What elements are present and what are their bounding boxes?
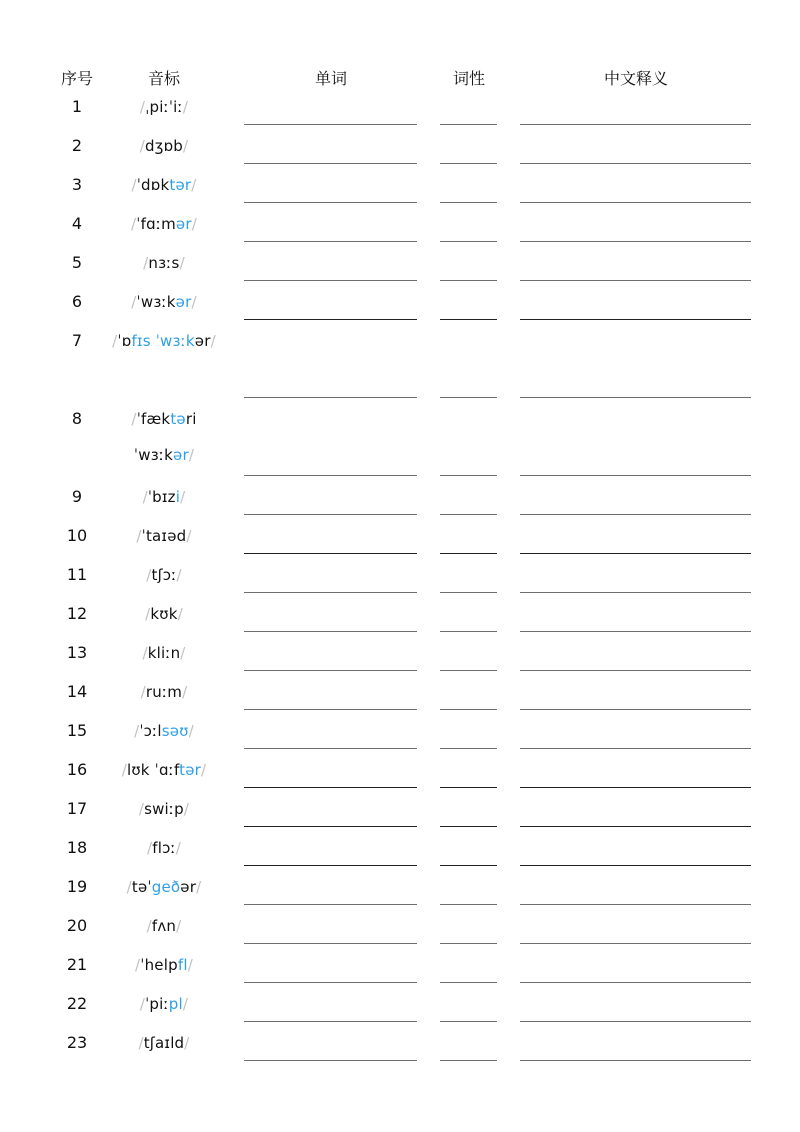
- col-header-word: 单词: [314, 69, 348, 88]
- meaning-blank-line[interactable]: [520, 280, 751, 281]
- ipa-slash-open: /: [139, 137, 145, 155]
- ipa-weak-syllable: pl: [168, 995, 183, 1013]
- ipa-transcription: [108, 479, 220, 515]
- ipa-segment: kʊk: [150, 605, 178, 623]
- row-number: 20: [66, 916, 88, 935]
- word-blank-line[interactable]: [244, 241, 417, 242]
- ipa-segment: ˈɒ: [117, 332, 132, 350]
- table-row: [0, 167, 800, 206]
- ipa-slash-open: /: [146, 566, 152, 584]
- row-number: 22: [66, 994, 88, 1013]
- ipa-transcription: [108, 986, 220, 1022]
- word-blank-line[interactable]: [244, 904, 417, 905]
- ipa-slash-open: /: [142, 644, 148, 662]
- ipa-weak-syllable: tə: [170, 410, 186, 428]
- table-row: [0, 674, 800, 713]
- pos-blank-line[interactable]: [440, 163, 497, 164]
- row-number: 3: [71, 175, 83, 194]
- meaning-blank-line[interactable]: [520, 748, 751, 749]
- word-blank-line[interactable]: [244, 280, 417, 281]
- ipa-slash-close: /: [191, 215, 197, 233]
- ipa-slash-open: /: [143, 254, 149, 272]
- ipa-slash-close: /: [184, 1034, 190, 1052]
- ipa-transcription: [108, 869, 220, 905]
- ipa-transcription: [108, 947, 220, 983]
- row-number: 15: [66, 721, 88, 740]
- ipa-segment: ruːm: [145, 683, 183, 701]
- ipa-slash-close: /: [175, 839, 182, 857]
- ipa-transcription: [108, 557, 220, 593]
- row-number: 17: [66, 799, 88, 818]
- ipa-transcription: [108, 635, 220, 671]
- pos-blank-line[interactable]: [440, 475, 497, 476]
- word-blank-line[interactable]: [244, 982, 417, 983]
- word-blank-line[interactable]: [244, 163, 417, 164]
- ipa-segment: ˈtaɪəd: [141, 527, 187, 545]
- ipa-segment: ər: [180, 878, 197, 896]
- table-row: [0, 518, 800, 557]
- ipa-slash-close: /: [187, 956, 193, 974]
- ipa-slash-close: /: [180, 644, 186, 662]
- table-row: [0, 128, 800, 167]
- ipa-weak-syllable: ər: [175, 215, 192, 233]
- ipa-segment: təˈ: [131, 878, 152, 896]
- word-blank-line[interactable]: [244, 1060, 417, 1061]
- col-header-pos: 词性: [452, 69, 486, 88]
- pos-blank-line[interactable]: [440, 748, 497, 749]
- ipa-slash-close: /: [196, 878, 202, 896]
- ipa-segment: ˈpiː: [145, 995, 169, 1013]
- table-row: [0, 557, 800, 596]
- pos-blank-line[interactable]: [440, 826, 497, 827]
- meaning-blank-line[interactable]: [520, 865, 751, 866]
- word-blank-line[interactable]: [244, 826, 417, 827]
- ipa-weak-syllable: geð: [151, 878, 181, 896]
- ipa-segment: ˈfæk: [136, 410, 171, 428]
- ipa-slash-close: /: [182, 98, 189, 116]
- ipa-segment: ˌpiːˈiː: [145, 98, 183, 116]
- ipa-transcription: [108, 128, 220, 164]
- ipa-slash-close: /: [176, 566, 182, 584]
- ipa-weak-syllable: ər: [175, 293, 192, 311]
- word-blank-line[interactable]: [244, 592, 417, 593]
- pos-blank-line[interactable]: [440, 319, 497, 320]
- word-blank-line[interactable]: [244, 202, 417, 203]
- ipa-weak-syllable: səʊ: [161, 722, 189, 740]
- ipa-slash-close: /: [188, 722, 194, 740]
- ipa-segment: ər: [194, 332, 211, 350]
- ipa-transcription: [108, 89, 220, 125]
- ipa-slash-close: /: [179, 254, 185, 272]
- meaning-blank-line[interactable]: [520, 202, 751, 203]
- word-blank-line[interactable]: [244, 397, 417, 398]
- row-number: 9: [71, 487, 83, 506]
- pos-blank-line[interactable]: [440, 1060, 497, 1061]
- ipa-slash-open: /: [121, 761, 127, 779]
- ipa-slash-close: /: [180, 488, 186, 506]
- meaning-blank-line[interactable]: [520, 397, 751, 398]
- ipa-slash-open: /: [138, 800, 145, 818]
- ipa-slash-open: /: [134, 722, 140, 740]
- word-blank-line[interactable]: [244, 124, 417, 125]
- col-header-no: 序号: [60, 69, 94, 88]
- meaning-blank-line[interactable]: [520, 553, 751, 554]
- row-number: 14: [66, 682, 88, 701]
- ipa-weak-syllable: i: [175, 488, 181, 506]
- ipa-slash-open: /: [131, 215, 137, 233]
- ipa-segment: ˈhelp: [140, 956, 178, 974]
- ipa-slash-close: /: [188, 446, 195, 464]
- pos-blank-line[interactable]: [440, 865, 497, 866]
- word-blank-line[interactable]: [244, 787, 417, 788]
- pos-blank-line[interactable]: [440, 241, 497, 242]
- ipa-weak-syllable: tər: [179, 761, 202, 779]
- pos-blank-line[interactable]: [440, 397, 497, 398]
- pos-blank-line[interactable]: [440, 787, 497, 788]
- meaning-blank-line[interactable]: [520, 319, 751, 320]
- pos-blank-line[interactable]: [440, 1021, 497, 1022]
- row-number: 11: [66, 565, 88, 584]
- pos-blank-line[interactable]: [440, 202, 497, 203]
- ipa-segment: ˈdɒk: [136, 176, 170, 194]
- table-row: [0, 713, 800, 752]
- ipa-slash-open: /: [131, 410, 137, 428]
- ipa-slash-open: /: [139, 995, 146, 1013]
- table-row: [0, 284, 800, 323]
- table-row: [0, 596, 800, 635]
- ipa-slash-close: /: [191, 176, 197, 194]
- ipa-slash-open: /: [146, 839, 153, 857]
- word-blank-line[interactable]: [244, 553, 417, 554]
- ipa-segment: ri ˈwɜːk: [133, 410, 197, 464]
- word-blank-line[interactable]: [244, 1021, 417, 1022]
- ipa-transcription: [108, 830, 220, 866]
- ipa-transcription: [108, 596, 220, 632]
- ipa-transcription: [108, 323, 220, 359]
- col-header-ipa: 音标: [147, 69, 181, 88]
- meaning-blank-line[interactable]: [520, 943, 751, 944]
- row-number: 6: [71, 292, 83, 311]
- ipa-slash-close: /: [191, 293, 197, 311]
- word-blank-line[interactable]: [244, 514, 417, 515]
- ipa-slash-open: /: [131, 176, 137, 194]
- meaning-blank-line[interactable]: [520, 826, 751, 827]
- ipa-segment: kliːn: [147, 644, 181, 662]
- ipa-slash-open: /: [136, 527, 142, 545]
- row-number: 2: [71, 136, 83, 155]
- ipa-slash-close: /: [183, 137, 189, 155]
- meaning-blank-line[interactable]: [520, 124, 751, 125]
- word-blank-line[interactable]: [244, 475, 417, 476]
- ipa-weak-syllable: fl: [177, 956, 188, 974]
- row-number: 16: [66, 760, 88, 779]
- word-blank-line[interactable]: [244, 709, 417, 710]
- table-row: [0, 908, 800, 947]
- meaning-blank-line[interactable]: [520, 904, 751, 905]
- word-blank-line[interactable]: [244, 943, 417, 944]
- col-header-meaning: 中文释义: [603, 69, 669, 88]
- ipa-slash-close: /: [201, 761, 207, 779]
- meaning-blank-line[interactable]: [520, 241, 751, 242]
- ipa-segment: flɔː: [152, 839, 176, 857]
- meaning-blank-line[interactable]: [520, 514, 751, 515]
- ipa-segment: ˈwɜːk: [136, 293, 176, 311]
- meaning-blank-line[interactable]: [520, 982, 751, 983]
- ipa-segment: ˈɔːl: [139, 722, 162, 740]
- pos-blank-line[interactable]: [440, 631, 497, 632]
- meaning-blank-line[interactable]: [520, 475, 751, 476]
- ipa-transcription: [108, 206, 220, 242]
- ipa-weak-syllable: fɪs: [131, 332, 151, 350]
- table-row: [0, 869, 800, 908]
- ipa-segment: ˈfɑːm: [136, 215, 176, 233]
- table-row: [0, 986, 800, 1025]
- row-number: 21: [66, 955, 88, 974]
- ipa-weak-syllable: ər: [173, 446, 189, 464]
- table-row: [0, 830, 800, 869]
- word-blank-line[interactable]: [244, 865, 417, 866]
- meaning-blank-line[interactable]: [520, 631, 751, 632]
- ipa-slash-open: /: [126, 878, 132, 896]
- ipa-slash-open: /: [138, 1034, 144, 1052]
- row-number: 1: [71, 97, 83, 116]
- ipa-segment: tʃɔː: [151, 566, 177, 584]
- ipa-slash-close: /: [177, 605, 183, 623]
- table-row: [0, 1025, 800, 1064]
- ipa-weak-syllable: ˈwɜːk: [155, 332, 195, 350]
- ipa-transcription: [108, 1025, 220, 1061]
- ipa-transcription: [108, 908, 220, 944]
- pos-blank-line[interactable]: [440, 904, 497, 905]
- ipa-segment: ˈbɪz: [147, 488, 176, 506]
- row-number: 5: [71, 253, 83, 272]
- table-row: [0, 752, 800, 791]
- ipa-slash-close: /: [183, 800, 190, 818]
- table-row: [0, 323, 800, 401]
- ipa-slash-open: /: [145, 605, 151, 623]
- ipa-slash-open: /: [140, 683, 146, 701]
- ipa-slash-close: /: [182, 683, 188, 701]
- pos-blank-line[interactable]: [440, 514, 497, 515]
- ipa-weak-syllable: tər: [169, 176, 192, 194]
- ipa-transcription: [108, 245, 220, 281]
- ipa-segment: swiːp: [144, 800, 184, 818]
- row-number: 23: [66, 1033, 88, 1052]
- meaning-blank-line[interactable]: [520, 1060, 751, 1061]
- meaning-blank-line[interactable]: [520, 1021, 751, 1022]
- ipa-segment: tʃaɪld: [143, 1034, 185, 1052]
- ipa-transcription: [108, 167, 220, 203]
- ipa-transcription: [108, 401, 220, 473]
- table-row: [0, 791, 800, 830]
- ipa-segment: nɜːs: [148, 254, 180, 272]
- table-row: [0, 401, 800, 479]
- pos-blank-line[interactable]: [440, 709, 497, 710]
- row-number: 12: [66, 604, 88, 623]
- ipa-segment: lʊk ˈɑːf: [126, 761, 180, 779]
- ipa-slash-close: /: [176, 917, 182, 935]
- pos-blank-line[interactable]: [440, 670, 497, 671]
- pos-blank-line[interactable]: [440, 553, 497, 554]
- word-blank-line[interactable]: [244, 670, 417, 671]
- meaning-blank-line[interactable]: [520, 670, 751, 671]
- pos-blank-line[interactable]: [440, 280, 497, 281]
- table-row: [0, 947, 800, 986]
- ipa-transcription: [108, 518, 220, 554]
- ipa-transcription: [108, 713, 220, 749]
- pos-blank-line[interactable]: [440, 124, 497, 125]
- ipa-slash-close: /: [186, 527, 192, 545]
- ipa-slash-close: /: [182, 995, 189, 1013]
- ipa-slash-close: /: [210, 332, 216, 350]
- ipa-slash-open: /: [139, 98, 146, 116]
- pos-blank-line[interactable]: [440, 943, 497, 944]
- table-row: [0, 89, 800, 128]
- ipa-segment: dʒɒb: [144, 137, 184, 155]
- table-row: [0, 245, 800, 284]
- meaning-blank-line[interactable]: [520, 163, 751, 164]
- meaning-blank-line[interactable]: [520, 709, 751, 710]
- table-row: [0, 206, 800, 245]
- row-number: 13: [66, 643, 88, 662]
- row-number: 8: [71, 409, 83, 428]
- ipa-transcription: [108, 284, 220, 320]
- table-row: [0, 479, 800, 518]
- ipa-transcription: [108, 752, 220, 788]
- row-number: 10: [66, 526, 88, 545]
- pos-blank-line[interactable]: [440, 982, 497, 983]
- ipa-transcription: [108, 791, 220, 827]
- row-number: 19: [66, 877, 88, 896]
- ipa-segment: fʌn: [151, 917, 177, 935]
- ipa-slash-open: /: [146, 917, 152, 935]
- ipa-slash-open: /: [112, 332, 118, 350]
- word-blank-line[interactable]: [244, 748, 417, 749]
- row-number: 7: [71, 331, 83, 350]
- row-number: 18: [66, 838, 88, 857]
- ipa-transcription: [108, 674, 220, 710]
- pos-blank-line[interactable]: [440, 592, 497, 593]
- table-row: [0, 635, 800, 674]
- ipa-slash-open: /: [131, 293, 137, 311]
- ipa-slash-open: /: [142, 488, 148, 506]
- ipa-slash-open: /: [135, 956, 141, 974]
- meaning-blank-line[interactable]: [520, 592, 751, 593]
- row-number: 4: [71, 214, 83, 233]
- word-blank-line[interactable]: [244, 319, 417, 320]
- meaning-blank-line[interactable]: [520, 787, 751, 788]
- word-blank-line[interactable]: [244, 631, 417, 632]
- table-header: [0, 66, 800, 88]
